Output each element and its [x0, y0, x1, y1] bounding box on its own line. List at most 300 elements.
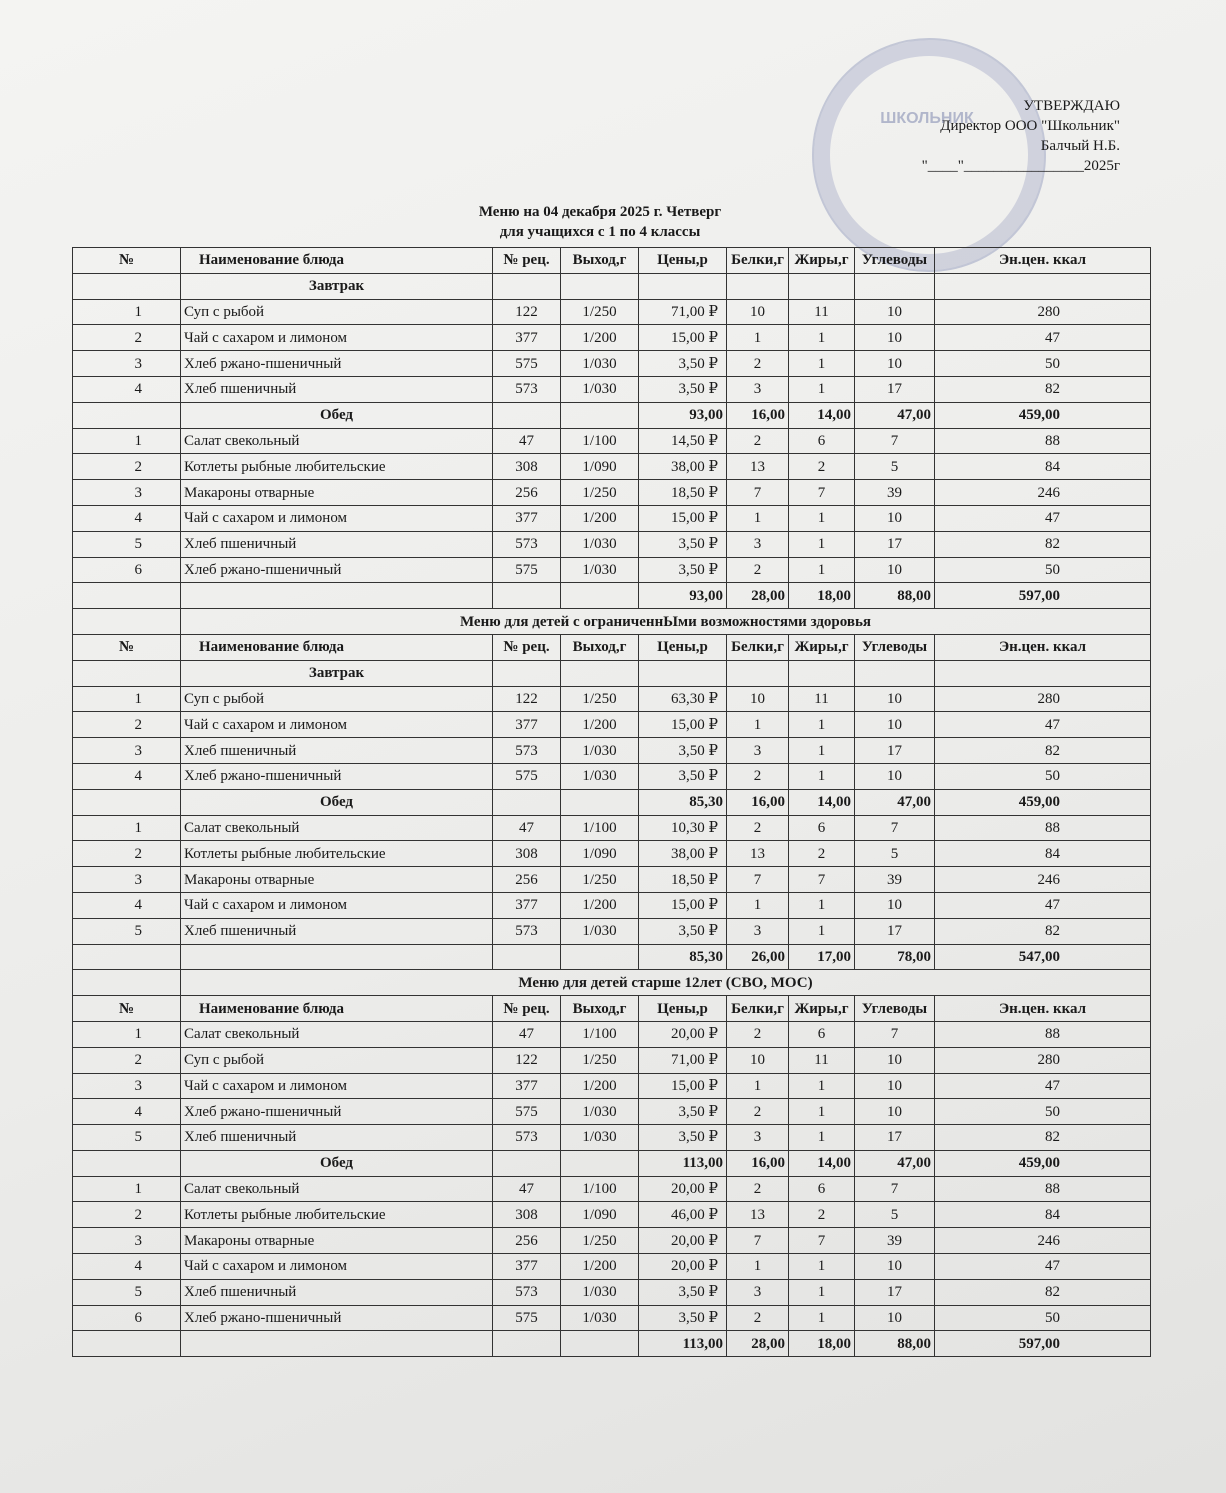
recipe-number: 122	[493, 299, 561, 325]
price: 3,50 ₽	[639, 763, 727, 789]
recipe-number: 256	[493, 867, 561, 893]
column-header: Цены,р	[639, 996, 727, 1022]
approval-line-3: Балчый Н.Б.	[1040, 138, 1120, 154]
table-row	[73, 815, 1151, 841]
total-price: 113,00	[639, 1150, 727, 1176]
carbs: 10	[855, 557, 935, 583]
protein: 2	[727, 1305, 789, 1331]
meal-label	[181, 944, 493, 970]
item-number: 3	[73, 867, 181, 893]
portion: 1/250	[561, 480, 639, 506]
fat: 1	[789, 325, 855, 351]
total-kcal: 459,00	[935, 789, 1151, 815]
empty-cell	[561, 660, 639, 686]
recipe-number: 122	[493, 686, 561, 712]
carbs: 39	[855, 480, 935, 506]
kcal: 50	[935, 351, 1151, 377]
total-row	[73, 944, 1151, 970]
total-row	[73, 1331, 1151, 1357]
recipe-number: 377	[493, 1073, 561, 1099]
table-row	[73, 867, 1151, 893]
dish-name: Хлеб ржано-пшеничный	[181, 557, 493, 583]
total-price: 93,00	[639, 583, 727, 609]
empty-cell	[935, 273, 1151, 299]
kcal: 280	[935, 686, 1151, 712]
portion: 1/030	[561, 1099, 639, 1125]
price: 3,50 ₽	[639, 1279, 727, 1305]
protein: 13	[727, 454, 789, 480]
fat: 1	[789, 1305, 855, 1331]
price: 15,00 ₽	[639, 712, 727, 738]
item-number: 1	[73, 815, 181, 841]
carbs: 17	[855, 1125, 935, 1151]
table-row	[73, 1305, 1151, 1331]
column-header: Наименование блюда	[181, 634, 493, 660]
carbs: 39	[855, 867, 935, 893]
protein: 10	[727, 686, 789, 712]
price: 15,00 ₽	[639, 1073, 727, 1099]
price: 3,50 ₽	[639, 1099, 727, 1125]
price: 20,00 ₽	[639, 1176, 727, 1202]
total-protein: 26,00	[727, 944, 789, 970]
fat: 7	[789, 867, 855, 893]
carbs: 5	[855, 1202, 935, 1228]
portion: 1/250	[561, 686, 639, 712]
portion: 1/200	[561, 712, 639, 738]
price: 15,00 ₽	[639, 325, 727, 351]
total-kcal: 597,00	[935, 583, 1151, 609]
kcal: 82	[935, 1279, 1151, 1305]
recipe-number: 256	[493, 1228, 561, 1254]
fat: 7	[789, 480, 855, 506]
empty-cell	[855, 660, 935, 686]
carbs: 10	[855, 1305, 935, 1331]
dish-name: Суп с рыбой	[181, 299, 493, 325]
column-header: Наименование блюда	[181, 996, 493, 1022]
table-row	[73, 686, 1151, 712]
total-kcal: 547,00	[935, 944, 1151, 970]
dish-name: Хлеб пшеничный	[181, 531, 493, 557]
empty-cell	[935, 660, 1151, 686]
fat: 1	[789, 892, 855, 918]
recipe-number: 47	[493, 1021, 561, 1047]
kcal: 47	[935, 505, 1151, 531]
total-fat: 14,00	[789, 402, 855, 428]
fat: 1	[789, 1279, 855, 1305]
recipe-number: 122	[493, 1047, 561, 1073]
carbs: 10	[855, 505, 935, 531]
total-row	[73, 789, 1151, 815]
empty-cell	[727, 660, 789, 686]
table-row	[73, 1202, 1151, 1228]
column-header: Эн.цен. ккал	[935, 634, 1151, 660]
price: 20,00 ₽	[639, 1228, 727, 1254]
protein: 13	[727, 841, 789, 867]
protein: 2	[727, 1021, 789, 1047]
fat: 1	[789, 531, 855, 557]
column-header: Углеводы	[855, 634, 935, 660]
portion: 1/030	[561, 918, 639, 944]
empty-cell	[639, 660, 727, 686]
column-header: № рец.	[493, 634, 561, 660]
empty-cell	[493, 660, 561, 686]
total-fat: 14,00	[789, 1150, 855, 1176]
portion: 1/250	[561, 1047, 639, 1073]
total-carbs: 88,00	[855, 583, 935, 609]
dish-name: Хлеб ржано-пшеничный	[181, 351, 493, 377]
header-row	[73, 248, 1151, 274]
empty-cell	[561, 273, 639, 299]
total-kcal: 459,00	[935, 402, 1151, 428]
recipe-number: 47	[493, 428, 561, 454]
item-number: 2	[73, 841, 181, 867]
kcal: 246	[935, 867, 1151, 893]
table-row	[73, 325, 1151, 351]
kcal: 84	[935, 454, 1151, 480]
meal-label: Обед	[181, 789, 493, 815]
carbs: 17	[855, 918, 935, 944]
carbs: 17	[855, 1279, 935, 1305]
total-fat: 18,00	[789, 583, 855, 609]
empty-cell	[73, 583, 181, 609]
column-header: Белки,г	[727, 996, 789, 1022]
meal-label	[181, 583, 493, 609]
fat: 11	[789, 299, 855, 325]
kcal: 88	[935, 815, 1151, 841]
empty-cell	[493, 789, 561, 815]
empty-cell	[73, 1150, 181, 1176]
table-row	[73, 738, 1151, 764]
empty-cell	[561, 402, 639, 428]
price: 3,50 ₽	[639, 531, 727, 557]
header-row	[73, 634, 1151, 660]
table-row	[73, 763, 1151, 789]
column-header: Эн.цен. ккал	[935, 248, 1151, 274]
kcal: 84	[935, 1202, 1151, 1228]
portion: 1/100	[561, 815, 639, 841]
column-header: Белки,г	[727, 248, 789, 274]
column-header: Углеводы	[855, 248, 935, 274]
meal-label: Обед	[181, 402, 493, 428]
protein: 7	[727, 1228, 789, 1254]
column-header: Жиры,г	[789, 996, 855, 1022]
total-row	[73, 1150, 1151, 1176]
item-number: 5	[73, 1125, 181, 1151]
carbs: 10	[855, 1254, 935, 1280]
column-header: Выход,г	[561, 996, 639, 1022]
kcal: 50	[935, 763, 1151, 789]
table-row	[73, 1228, 1151, 1254]
table-row	[73, 505, 1151, 531]
column-header: Наименование блюда	[181, 248, 493, 274]
carbs: 17	[855, 738, 935, 764]
table-row	[73, 892, 1151, 918]
recipe-number: 575	[493, 763, 561, 789]
dish-name: Салат свекольный	[181, 815, 493, 841]
protein: 2	[727, 428, 789, 454]
carbs: 10	[855, 1099, 935, 1125]
table-row	[73, 351, 1151, 377]
total-price: 113,00	[639, 1331, 727, 1357]
carbs: 10	[855, 351, 935, 377]
protein: 7	[727, 480, 789, 506]
dish-name: Хлеб пшеничный	[181, 1279, 493, 1305]
item-number: 5	[73, 1279, 181, 1305]
column-header: Выход,г	[561, 634, 639, 660]
kcal: 246	[935, 480, 1151, 506]
recipe-number: 573	[493, 918, 561, 944]
recipe-number: 377	[493, 712, 561, 738]
approval-line-1: УТВЕРЖДАЮ	[1023, 98, 1120, 114]
recipe-number: 573	[493, 531, 561, 557]
protein: 3	[727, 738, 789, 764]
item-number: 1	[73, 428, 181, 454]
portion: 1/250	[561, 867, 639, 893]
price: 14,50 ₽	[639, 428, 727, 454]
total-carbs: 47,00	[855, 789, 935, 815]
empty-cell	[493, 944, 561, 970]
item-number: 4	[73, 892, 181, 918]
portion: 1/030	[561, 1305, 639, 1331]
protein: 1	[727, 892, 789, 918]
portion: 1/200	[561, 892, 639, 918]
fat: 6	[789, 428, 855, 454]
portion: 1/030	[561, 738, 639, 764]
recipe-number: 573	[493, 738, 561, 764]
item-number: 3	[73, 1073, 181, 1099]
portion: 1/100	[561, 428, 639, 454]
protein: 10	[727, 299, 789, 325]
table-row	[73, 531, 1151, 557]
item-number: 3	[73, 351, 181, 377]
table-row	[73, 480, 1151, 506]
item-number: 1	[73, 1021, 181, 1047]
approval-line-2: Директор ООО "Школьник"	[940, 118, 1120, 134]
protein: 1	[727, 1073, 789, 1099]
fat: 6	[789, 1021, 855, 1047]
section-title-row	[73, 970, 1151, 996]
dish-name: Макароны отварные	[181, 867, 493, 893]
carbs: 7	[855, 428, 935, 454]
item-number: 3	[73, 480, 181, 506]
portion: 1/030	[561, 763, 639, 789]
carbs: 7	[855, 815, 935, 841]
total-protein: 28,00	[727, 1331, 789, 1357]
carbs: 5	[855, 454, 935, 480]
table-row	[73, 428, 1151, 454]
dish-name: Хлеб пшеничный	[181, 918, 493, 944]
item-number: 2	[73, 325, 181, 351]
fat: 6	[789, 815, 855, 841]
empty-cell	[493, 273, 561, 299]
table-row	[73, 918, 1151, 944]
carbs: 10	[855, 1073, 935, 1099]
recipe-number: 47	[493, 815, 561, 841]
menu-table	[72, 247, 1151, 1357]
carbs: 10	[855, 763, 935, 789]
recipe-number: 573	[493, 1279, 561, 1305]
dish-name: Салат свекольный	[181, 428, 493, 454]
empty-cell	[855, 273, 935, 299]
empty-cell	[561, 1150, 639, 1176]
dish-name: Чай с сахаром и лимоном	[181, 325, 493, 351]
column-header: Цены,р	[639, 248, 727, 274]
recipe-number: 575	[493, 351, 561, 377]
dish-name: Хлеб ржано-пшеничный	[181, 1099, 493, 1125]
empty-cell	[561, 789, 639, 815]
dish-name: Салат свекольный	[181, 1021, 493, 1047]
carbs: 10	[855, 325, 935, 351]
total-protein: 16,00	[727, 789, 789, 815]
recipe-number: 377	[493, 505, 561, 531]
section-title: Меню для детей с ограниченнЫми возможностями здоровья	[181, 609, 1151, 635]
fat: 1	[789, 918, 855, 944]
meal-label-row	[73, 273, 1151, 299]
price: 46,00 ₽	[639, 1202, 727, 1228]
empty-cell	[493, 402, 561, 428]
column-header: Белки,г	[727, 634, 789, 660]
item-number: 2	[73, 1202, 181, 1228]
recipe-number: 308	[493, 1202, 561, 1228]
recipe-number: 308	[493, 454, 561, 480]
kcal: 88	[935, 428, 1151, 454]
item-number: 6	[73, 1305, 181, 1331]
table-row	[73, 1279, 1151, 1305]
recipe-number: 575	[493, 557, 561, 583]
table-row	[73, 1254, 1151, 1280]
stamp-text: ШКОЛЬНИК	[880, 110, 974, 127]
dish-name: Чай с сахаром и лимоном	[181, 1073, 493, 1099]
portion: 1/250	[561, 1228, 639, 1254]
recipe-number: 573	[493, 1125, 561, 1151]
protein: 2	[727, 1176, 789, 1202]
column-header: № рец.	[493, 996, 561, 1022]
dish-name: Макароны отварные	[181, 480, 493, 506]
column-header: Жиры,г	[789, 634, 855, 660]
protein: 3	[727, 1279, 789, 1305]
dish-name: Хлеб пшеничный	[181, 1125, 493, 1151]
empty-cell	[73, 402, 181, 428]
portion: 1/030	[561, 376, 639, 402]
kcal: 84	[935, 841, 1151, 867]
kcal: 88	[935, 1176, 1151, 1202]
portion: 1/030	[561, 557, 639, 583]
total-row	[73, 402, 1151, 428]
empty-cell	[493, 1331, 561, 1357]
dish-name: Чай с сахаром и лимоном	[181, 1254, 493, 1280]
item-number: 2	[73, 712, 181, 738]
header-row	[73, 996, 1151, 1022]
fat: 1	[789, 505, 855, 531]
fat: 11	[789, 686, 855, 712]
price: 20,00 ₽	[639, 1254, 727, 1280]
protein: 10	[727, 1047, 789, 1073]
table-row	[73, 712, 1151, 738]
fat: 1	[789, 712, 855, 738]
portion: 1/100	[561, 1176, 639, 1202]
meal-label-row	[73, 660, 1151, 686]
item-number: 3	[73, 1228, 181, 1254]
empty-cell	[789, 660, 855, 686]
meal-label	[181, 1331, 493, 1357]
total-row	[73, 583, 1151, 609]
total-protein: 16,00	[727, 402, 789, 428]
portion: 1/090	[561, 454, 639, 480]
meal-label: Завтрак	[181, 273, 493, 299]
kcal: 280	[935, 1047, 1151, 1073]
carbs: 5	[855, 841, 935, 867]
column-header: №	[73, 996, 181, 1022]
table-row	[73, 376, 1151, 402]
carbs: 10	[855, 712, 935, 738]
kcal: 82	[935, 376, 1151, 402]
fat: 2	[789, 454, 855, 480]
total-fat: 17,00	[789, 944, 855, 970]
recipe-number: 573	[493, 376, 561, 402]
recipe-number: 256	[493, 480, 561, 506]
carbs: 17	[855, 531, 935, 557]
price: 3,50 ₽	[639, 738, 727, 764]
table-row	[73, 557, 1151, 583]
fat: 1	[789, 1125, 855, 1151]
kcal: 50	[935, 557, 1151, 583]
column-header: №	[73, 634, 181, 660]
fat: 2	[789, 841, 855, 867]
protein: 3	[727, 531, 789, 557]
portion: 1/030	[561, 351, 639, 377]
total-fat: 18,00	[789, 1331, 855, 1357]
protein: 2	[727, 351, 789, 377]
kcal: 82	[935, 531, 1151, 557]
kcal: 82	[935, 738, 1151, 764]
price: 38,00 ₽	[639, 841, 727, 867]
fat: 6	[789, 1176, 855, 1202]
table-row	[73, 1021, 1151, 1047]
portion: 1/200	[561, 1254, 639, 1280]
dish-name: Котлеты рыбные любительские	[181, 1202, 493, 1228]
total-carbs: 88,00	[855, 1331, 935, 1357]
price: 15,00 ₽	[639, 505, 727, 531]
dish-name: Хлеб пшеничный	[181, 376, 493, 402]
meal-label: Завтрак	[181, 660, 493, 686]
kcal: 50	[935, 1305, 1151, 1331]
recipe-number: 377	[493, 325, 561, 351]
portion: 1/090	[561, 841, 639, 867]
column-header: Эн.цен. ккал	[935, 996, 1151, 1022]
protein: 1	[727, 505, 789, 531]
kcal: 88	[935, 1021, 1151, 1047]
column-header: Жиры,г	[789, 248, 855, 274]
empty-cell	[73, 273, 181, 299]
total-protein: 28,00	[727, 583, 789, 609]
portion: 1/200	[561, 325, 639, 351]
protein: 3	[727, 376, 789, 402]
menu-title-line-2: для учащихся с 1 по 4 классы	[499, 224, 701, 240]
price: 15,00 ₽	[639, 892, 727, 918]
price: 3,50 ₽	[639, 1125, 727, 1151]
price: 3,50 ₽	[639, 351, 727, 377]
carbs: 10	[855, 299, 935, 325]
item-number: 2	[73, 454, 181, 480]
empty-cell	[73, 944, 181, 970]
dish-name: Салат свекольный	[181, 1176, 493, 1202]
portion: 1/250	[561, 299, 639, 325]
fat: 11	[789, 1047, 855, 1073]
dish-name: Чай с сахаром и лимоном	[181, 892, 493, 918]
empty-cell	[493, 583, 561, 609]
portion: 1/200	[561, 505, 639, 531]
total-fat: 14,00	[789, 789, 855, 815]
